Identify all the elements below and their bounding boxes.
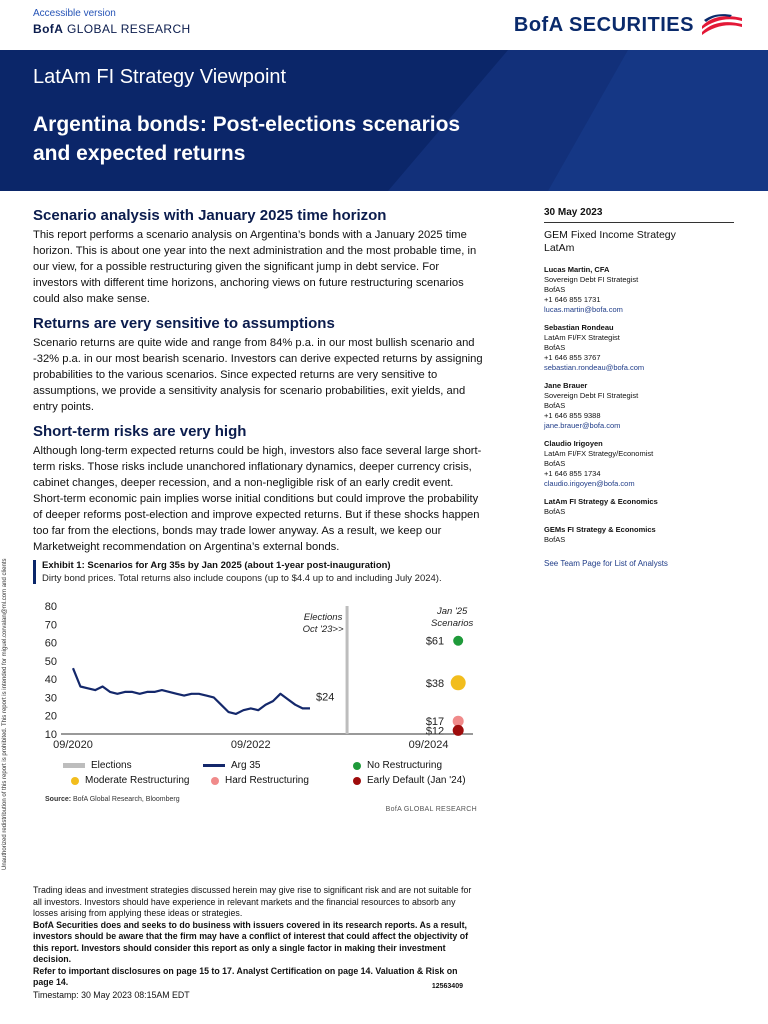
legend-item-early-default [353,775,466,786]
chart-source [45,796,180,803]
scenario-label: $38 [425,677,445,690]
scenario-label: $12 [425,725,445,738]
y-tick-label: 80 [44,601,57,613]
y-tick-label: 50 [44,655,57,668]
footer-timestamp: Timestamp: 30 May 2023 08:15AM EDT [33,989,190,1000]
y-tick-label: 70 [44,619,57,632]
analyst-card [544,323,734,373]
legend-label: Elections [91,760,132,771]
scenarios-annotation: Scenarios [431,618,474,629]
analyst-email-link[interactable]: jane.brauer@bofa.com [544,421,621,430]
analyst-firm: BofAS [544,401,566,410]
accessible-version-link[interactable]: Accessible version [33,8,116,19]
top-bar [0,0,768,50]
analyst-role: LatAm FI/FX Strategist [544,333,620,342]
scenario-label: $17 [425,716,445,729]
right-sidebar [544,207,734,571]
legend-swatch-line [203,764,225,767]
analyst-phone: +1 646 855 1734 [544,469,601,478]
chart-credit: BofA GLOBAL RESEARCH [385,806,477,813]
analyst-role: LatAm FI/FX Strategy/Economist [544,449,654,458]
legend-item-moderate-restructuring [71,775,190,786]
analyst-firm: BofAS [544,459,566,468]
section-heading: Scenario analysis with January 2025 time horizon [33,207,387,224]
analyst-name: Claudio Irigoyen [544,439,603,448]
elections-annotation: Oct '23>> [302,624,344,635]
section-3 [33,423,483,555]
analyst-phone: +1 646 855 9388 [544,411,601,420]
analyst-phone: +1 646 855 3767 [544,353,601,362]
bofa-securities-logo [514,10,744,40]
vertical-disclaimer-text: Unauthorized redistribution of this report is prohibited. This report is intended for miguel.corvalan@ml.com and clients [2,558,8,870]
scenario-label: $61 [425,635,445,648]
logo-text: BofA SECURITIES [513,13,694,36]
exhibit-header [33,560,483,584]
analyst-card [544,439,734,489]
scenarios-annotation: Jan '25 [437,606,468,617]
exhibit-1 [33,560,483,813]
research-brand-rest: GLOBAL RESEARCH [63,22,191,36]
section-body: Although long-term expected returns could be high, investors also face several large short-term risks. Those risks include unanchored inflationary dynamics, deeper currency crisis, cabinet changes, deeper recession, and a non-negligible risk of an early credit event. Short-term economic pain implies worse initial conditions but could improve the probability of deeper reforms post-election and improve expected returns. But if these shocks happen too far from the elections, bonds may trade lower anyway. As a result, we keep our Marketweight recommendation on Argentina’s external bonds. [33,445,482,553]
analyst-email-link[interactable]: lucas.martin@bofa.com [544,305,623,314]
team-firm: BofAS [544,535,566,544]
source-label: Source: [45,796,72,803]
x-tick-label: 09/2024 [408,739,449,751]
legend-label: Early Default (Jan '24) [367,775,466,786]
source-text: BofA Global Research, Bloomberg [71,796,180,803]
legend-swatch-bar [63,763,85,768]
team-firm: BofAS [544,507,566,516]
legend-item-no-restructuring [353,760,442,771]
flag-icon [700,12,744,38]
scenario-point [451,675,466,690]
title-banner [0,50,768,191]
y-tick-label: 10 [44,729,57,741]
analyst-email-link[interactable]: claudio.irigoyen@bofa.com [544,479,635,488]
analyst-phone: +1 646 855 1731 [544,295,601,304]
section-body: Scenario returns are quite wide and range from 84% p.a. in our most bullish scenario and -32% p.a. in our most bearish scenario. Investors can derive expected returns by assigning probabilities to the various scenarios. Since expected returns are very sensitive to assumptions, we provide a sensitivity analysis for scenario probabilities, exit yields, and entry points. [33,337,483,413]
x-tick-label: 09/2020 [53,739,93,751]
legend-label: No Restructuring [367,760,443,771]
legend-item-elections [63,760,132,771]
footer-disclaimer [33,885,473,1001]
exhibit-title: Exhibit 1: Scenarios for Arg 35s by Jan 2025 (about 1-year post-inauguration) [42,560,391,571]
team-name: LatAm FI Strategy & Economics [544,497,658,506]
legend-label: Hard Restructuring [225,775,309,786]
footer-conflict-text: BofA Securities does and seeks to do business with issuers covered in its research reports. As a result, investors should be aware that the firm may have a conflict of interest that could affect the objectivity of this report. Investors should consider this report as only a single factor in making their investment decision. [33,919,469,964]
section-2 [33,315,483,415]
main-content [33,207,483,563]
legend-item-arg35 [203,760,260,771]
see-team-page-link[interactable]: See Team Page for List of Analysts [544,559,668,568]
section-body: This report performs a scenario analysis on Argentina’s bonds with a January 2025 time horizon. This is about one year into the next administration and the most probable time, in our view, for a possible restructuring given the significant jump in debt service. For investors with different time horizons, anchoring views on future restructuring scenarios could also make sense. [33,229,477,305]
team-group [544,497,734,517]
analyst-card [544,381,734,431]
y-tick-label: 30 [44,692,57,705]
series-line-arg35 [73,668,310,714]
document-number: 12563409 [431,983,463,990]
section-heading: Short-term risks are very high [33,423,247,440]
vertical-disclaimer [2,440,10,870]
elections-annotation: Elections [303,612,343,623]
analyst-card [544,265,734,315]
footer-disclosures-text: Refer to important disclosures on page 15 to 17. Analyst Certification on page 14. Valuation & Risk on page 14. [33,965,458,987]
department [544,229,734,255]
legend-swatch-dot [353,777,361,785]
section-heading: Returns are very sensitive to assumptions [33,315,335,332]
analyst-firm: BofAS [544,343,566,352]
analyst-email-link[interactable]: sebastian.rondeau@bofa.com [544,363,645,372]
legend-item-hard-restructuring [211,775,309,786]
section-1 [33,207,483,307]
series-title: LatAm FI Strategy Viewpoint [33,66,287,88]
report-title: Argentina bonds: Post-elections scenarios and expected returns [33,113,461,165]
scenario-point [453,636,463,646]
y-tick-label: 40 [44,674,57,687]
analyst-role: Sovereign Debt FI Strategist [544,275,639,284]
team-name: GEMs FI Strategy & Economics [544,525,656,534]
report-date: 30 May 2023 [544,207,734,223]
legend-label: Moderate Restructuring [85,775,190,786]
y-tick-label: 20 [44,710,57,723]
footer-risk-text: Trading ideas and investment strategies discussed herein may give rise to significant risk and are not suitable for all investors. Investors should have experience in relevant markets and the financial resources to absorb any losses arising from applying these ideas or strategies. [33,885,472,918]
team-group [544,525,734,545]
analyst-name: Lucas Martin, CFA [544,265,610,274]
y-tick-label: 60 [44,637,57,650]
line-chart [33,600,483,760]
exhibit-subtitle: Dirty bond prices. Total returns also include coupons (up to $4.4 up to and including July 2024). [42,573,442,584]
legend-label: Arg 35 [231,760,261,771]
analyst-name: Jane Brauer [544,381,588,390]
research-brand [33,22,191,36]
research-brand-bold: BofA [33,22,64,36]
x-tick-label: 09/2022 [230,739,271,751]
analyst-firm: BofAS [544,285,566,294]
legend-swatch-dot [353,762,361,770]
analyst-name: Sebastian Rondeau [544,323,614,332]
scenario-point [453,725,464,736]
legend-swatch-dot [71,777,79,785]
department-region: LatAm [544,242,575,254]
legend-swatch-dot [211,777,219,785]
department-line: GEM Fixed Income Strategy [544,229,676,241]
analyst-role: Sovereign Debt FI Strategist [544,391,639,400]
last-value-label: $24 [316,691,335,704]
